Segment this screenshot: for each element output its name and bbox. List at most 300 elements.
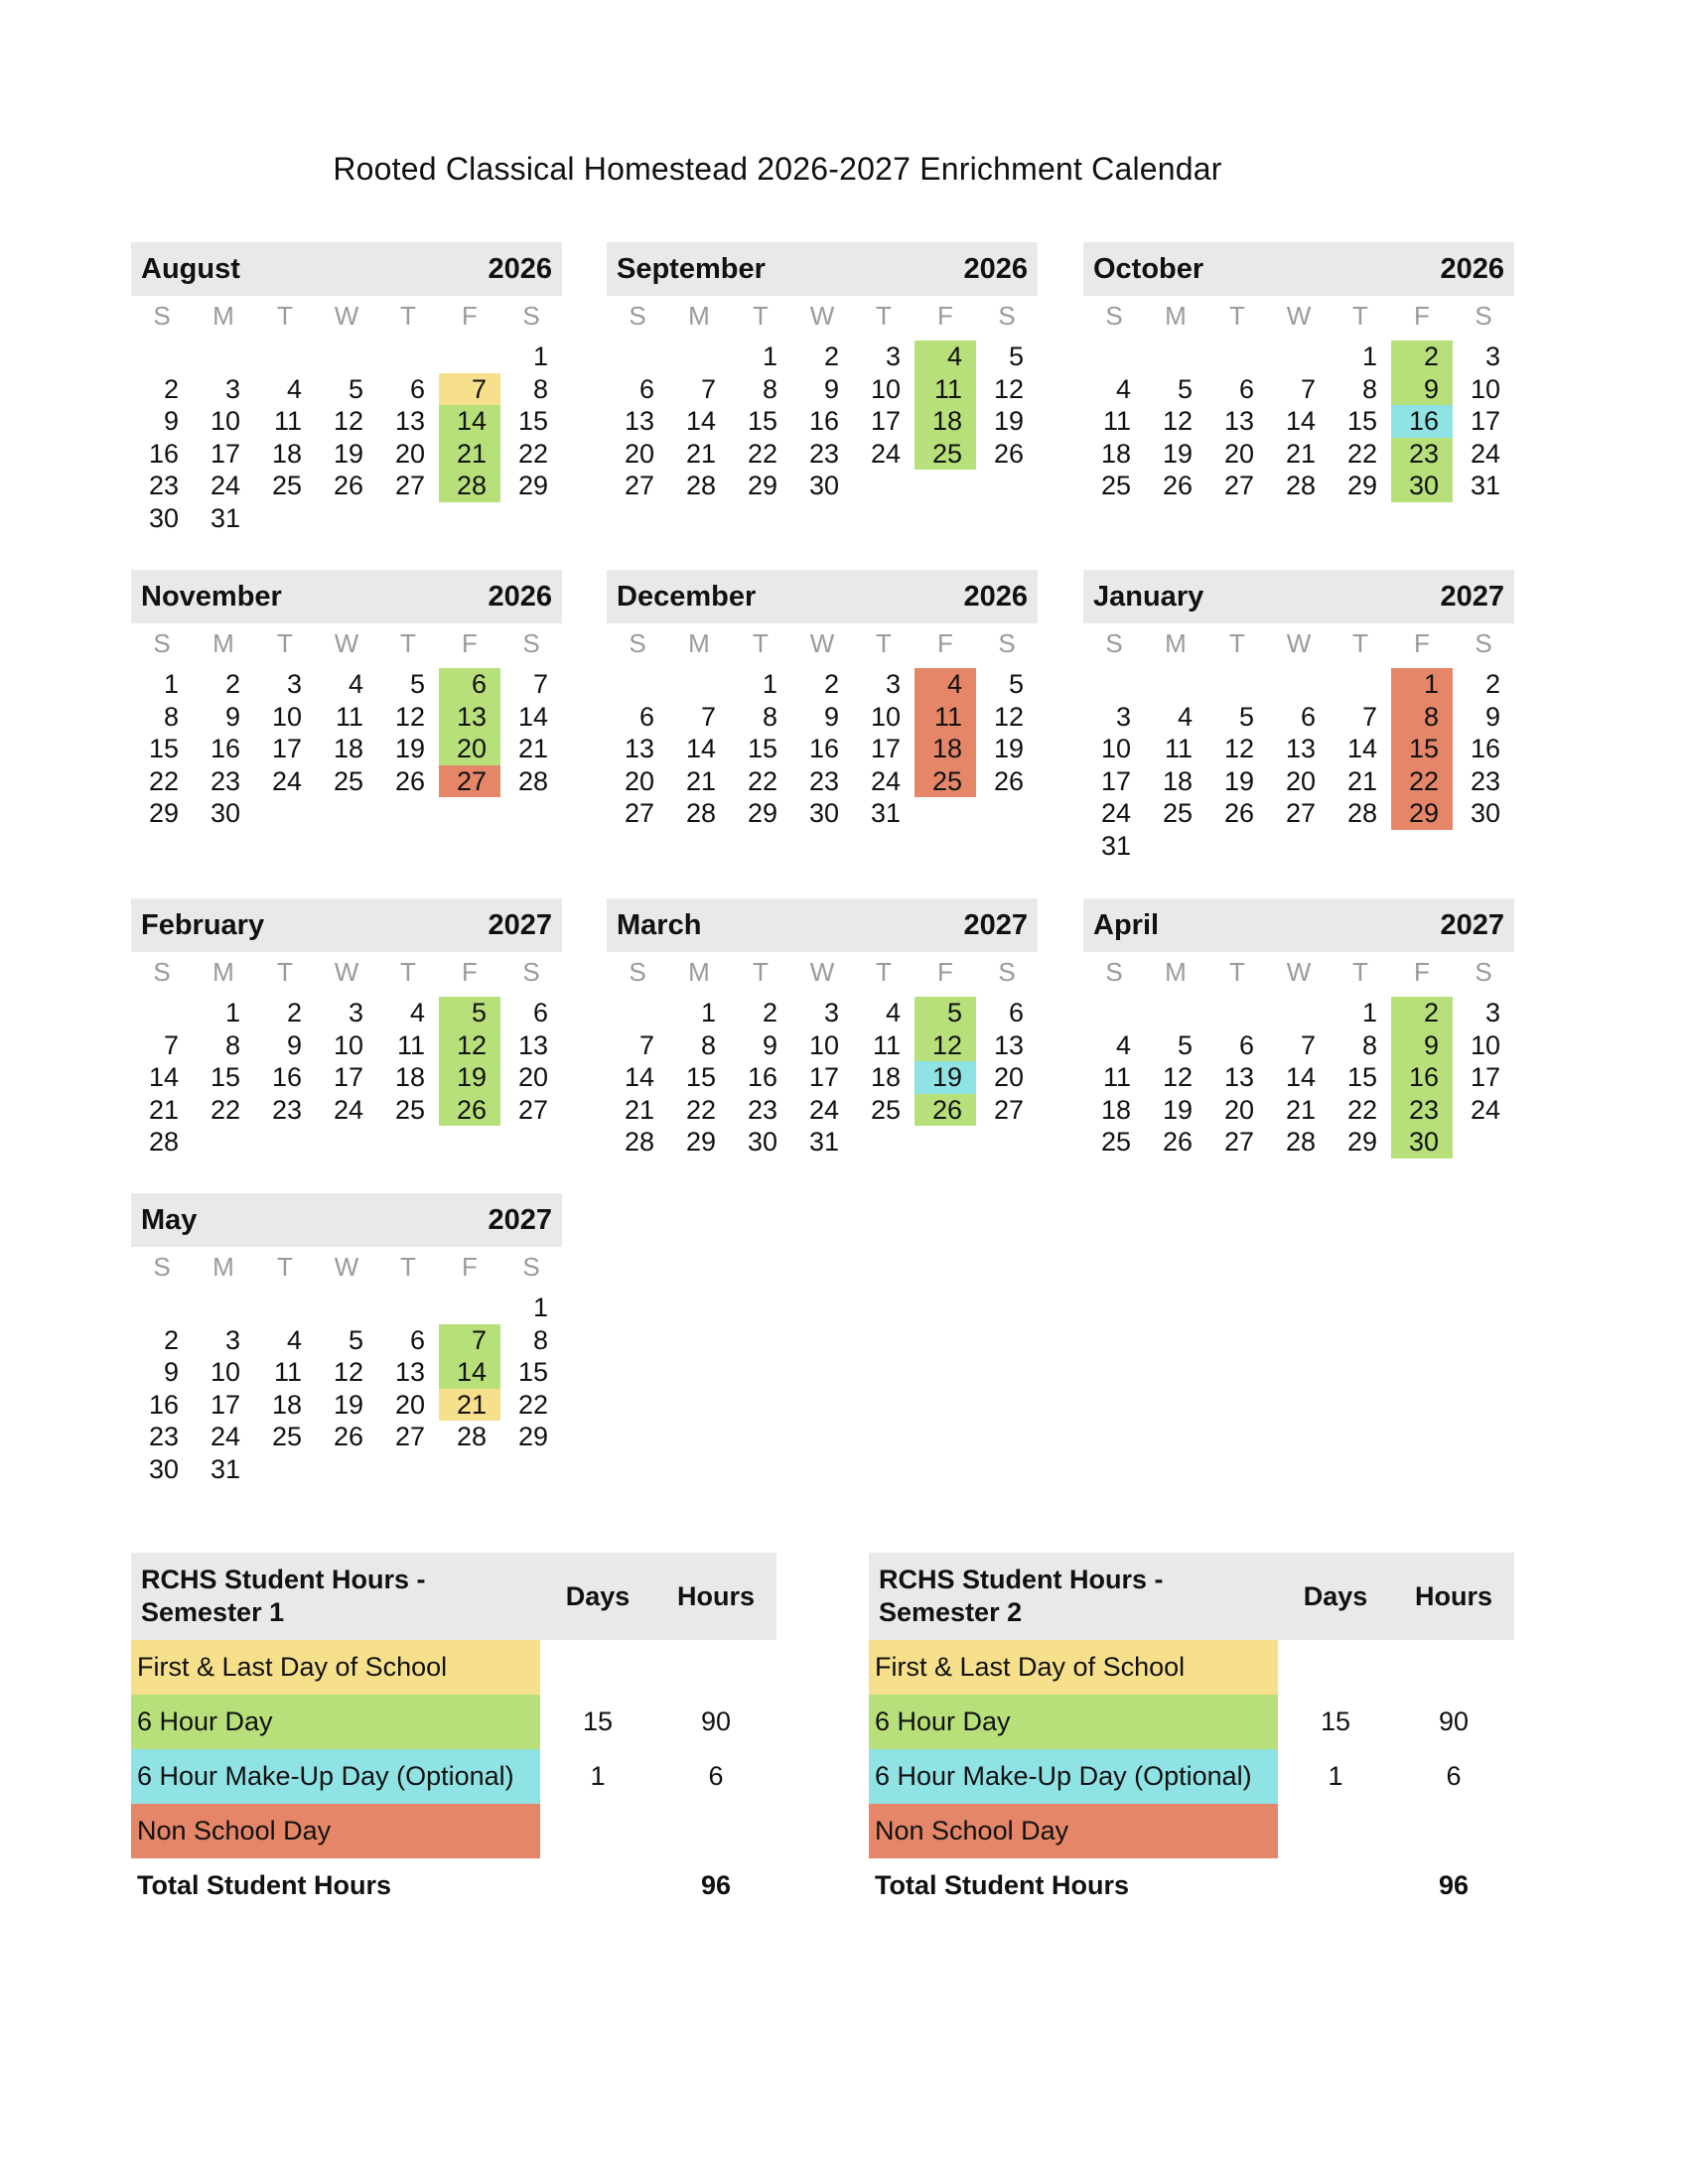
weekday-label: F [937, 301, 953, 331]
month-october [1083, 242, 1514, 502]
calendar-day: 23 [808, 438, 839, 469]
calendar-day: 16 [1391, 1061, 1453, 1094]
calendar-day: 18 [870, 1062, 901, 1092]
empty-day [1206, 668, 1268, 701]
calendar-day: 11 [872, 1029, 901, 1060]
calendar-day: 28 [624, 1127, 654, 1157]
calendar-day: 28 [439, 470, 500, 502]
day-grid [607, 952, 1038, 1159]
calendar-day: 13 [624, 406, 654, 436]
calendar-day: 3 [885, 341, 901, 371]
calendar-day: 12 [1162, 406, 1193, 436]
calendar-day: 21 [624, 1094, 654, 1125]
weekday-label: S [522, 957, 540, 987]
calendar-day: 30 [148, 502, 179, 533]
total-label: Total Student Hours [875, 1870, 1129, 1900]
calendar-day: 3 [224, 1324, 240, 1355]
weekday-label: S [998, 628, 1016, 658]
calendar-day: 12 [1223, 734, 1254, 763]
calendar-day: 23 [148, 1422, 179, 1451]
empty-day [1145, 341, 1206, 373]
calendar-day: 26 [914, 1094, 976, 1127]
weekday-label: S [1475, 957, 1492, 987]
month-august [131, 242, 562, 534]
calendar-day: 10 [870, 373, 901, 404]
calendar-day: 8 [762, 701, 777, 732]
calendar-day: 3 [1484, 998, 1500, 1027]
weekday-label: F [462, 1252, 478, 1282]
days-value: 1 [590, 1761, 606, 1791]
calendar-day: 22 [747, 438, 777, 469]
empty-day [607, 668, 668, 701]
calendar-day: 16 [148, 1389, 179, 1420]
calendar-day: 15 [1346, 1062, 1377, 1092]
weekday-label: T [753, 628, 769, 658]
weekday-label: S [1475, 301, 1492, 331]
weekday-label: M [1165, 957, 1187, 987]
calendar-day: 17 [210, 438, 240, 469]
calendar-day: 9 [163, 406, 179, 436]
calendar-day: 2 [823, 669, 839, 699]
calendar-day: 5 [1177, 373, 1193, 404]
calendar-day: 29 [1346, 471, 1377, 500]
month-year: 2026 [963, 252, 1028, 285]
calendar-day: 21 [1285, 438, 1316, 469]
calendar-day: 26 [1162, 1127, 1193, 1157]
calendar-day: 8 [1361, 373, 1377, 404]
calendar-day: 11 [914, 701, 976, 734]
calendar-day: 5 [1238, 701, 1254, 732]
calendar-day: 14 [685, 734, 716, 763]
weekday-label: W [809, 301, 835, 331]
calendar-day: 4 [286, 1324, 302, 1355]
calendar-day: 20 [394, 1389, 425, 1420]
calendar-day: 20 [1223, 1094, 1254, 1125]
weekday-label: S [629, 628, 646, 658]
calendar-day: 13 [993, 1029, 1024, 1060]
weekday-label: S [1105, 628, 1123, 658]
weekday-label: S [1105, 301, 1123, 331]
calendar-day: 5 [409, 669, 425, 699]
calendar-day: 11 [1102, 1062, 1131, 1092]
calendar-day: 5 [348, 373, 363, 404]
month-year: 2027 [488, 1203, 552, 1236]
weekday-label: T [1229, 957, 1245, 987]
month-header [131, 570, 562, 623]
weekday-label: T [400, 301, 416, 331]
calendar-day: 20 [1223, 438, 1254, 469]
summary-header [869, 1553, 1514, 1640]
calendar-day: 10 [210, 1357, 240, 1387]
calendar-day: 6 [1300, 701, 1316, 732]
calendar-day: 18 [333, 734, 363, 763]
calendar-day: 25 [914, 438, 976, 471]
weekday-label: F [937, 957, 953, 987]
calendar-day: 9 [224, 701, 240, 732]
month-header [607, 242, 1038, 296]
calendar-day: 10 [210, 406, 240, 436]
calendar-day: 29 [517, 471, 548, 500]
empty-day [607, 341, 668, 373]
day-grid [131, 623, 562, 830]
calendar-day: 30 [1391, 470, 1453, 502]
calendar-day: 25 [914, 765, 976, 798]
month-name: March [617, 908, 702, 941]
calendar-day: 31 [1470, 471, 1500, 500]
calendar-day: 25 [271, 1422, 302, 1451]
calendar-day: 11 [273, 406, 302, 436]
calendar-day: 12 [1162, 1062, 1193, 1092]
weekday-label: S [1475, 628, 1492, 658]
calendar-day: 30 [1470, 798, 1500, 828]
calendar-day: 2 [762, 998, 777, 1027]
calendar-day: 22 [685, 1094, 716, 1125]
calendar-day: 3 [1115, 701, 1131, 732]
calendar-day: 14 [148, 1062, 179, 1092]
calendar-day: 8 [762, 373, 777, 404]
calendar-day: 1 [1361, 998, 1377, 1027]
semester-1-summary [131, 1553, 776, 1913]
month-year: 2026 [1440, 252, 1504, 285]
calendar-day: 30 [210, 798, 240, 828]
calendar-day: 13 [517, 1029, 548, 1060]
calendar-day: 18 [914, 405, 976, 438]
calendar-day: 3 [823, 998, 839, 1027]
calendar-day: 3 [348, 998, 363, 1027]
calendar-day: 30 [1391, 1126, 1453, 1159]
calendar-day: 28 [685, 471, 716, 500]
empty-day [131, 997, 193, 1029]
days-header: Days [565, 1580, 631, 1611]
legend-label: First & Last Day of School [869, 1640, 1278, 1695]
calendar-day: 4 [409, 998, 425, 1027]
summary-row [131, 1804, 776, 1858]
calendar-day: 9 [823, 373, 839, 404]
weekday-label: W [334, 301, 359, 331]
calendar-day: 24 [870, 765, 901, 796]
calendar-day: 23 [1391, 438, 1453, 471]
calendar-day: 30 [747, 1127, 777, 1157]
calendar-day: 26 [993, 765, 1024, 796]
calendar-day: 29 [685, 1127, 716, 1157]
empty-day [1145, 997, 1206, 1029]
calendar-day: 6 [1008, 998, 1024, 1027]
calendar-day: 14 [439, 405, 500, 438]
weekday-label: T [1352, 957, 1368, 987]
calendar-day: 4 [1115, 1029, 1131, 1060]
calendar-day: 1 [1361, 341, 1377, 371]
calendar-day: 24 [210, 471, 240, 500]
calendar-day: 22 [1346, 1094, 1377, 1125]
calendar-day: 1 [532, 1293, 548, 1322]
calendar-day: 17 [870, 406, 901, 436]
calendar-day: 4 [914, 668, 976, 701]
calendar-day: 29 [747, 471, 777, 500]
calendar-day: 9 [163, 1357, 179, 1387]
calendar-day: 28 [1346, 798, 1377, 828]
month-february [131, 898, 562, 1159]
hours-value: 6 [708, 1761, 724, 1791]
weekday-label: T [1229, 628, 1245, 658]
weekday-label: W [809, 957, 835, 987]
weekday-label: M [212, 1252, 234, 1282]
calendar-day: 15 [1346, 406, 1377, 436]
summary-heading: RCHS Student Hours - Semester 1 [141, 1565, 426, 1627]
calendar-day: 14 [1285, 406, 1316, 436]
calendar-day: 25 [333, 765, 363, 796]
calendar-day: 15 [148, 734, 179, 763]
calendar-day: 11 [273, 1357, 302, 1387]
weekday-label: F [1414, 957, 1430, 987]
calendar-day: 16 [747, 1062, 777, 1092]
calendar-day: 14 [517, 701, 548, 732]
month-year: 2027 [1440, 580, 1504, 613]
weekday-label: W [334, 628, 359, 658]
calendar-day: 1 [762, 341, 777, 371]
month-name: November [141, 580, 282, 613]
weekday-label: T [400, 957, 416, 987]
calendar-day: 12 [333, 1357, 363, 1387]
weekday-label: T [277, 1252, 293, 1282]
weekday-label: F [1414, 301, 1430, 331]
calendar-day: 2 [1391, 997, 1453, 1029]
month-april [1083, 898, 1514, 1159]
weekday-label: W [1286, 301, 1312, 331]
calendar-day: 13 [1223, 1062, 1254, 1092]
empty-day [1083, 341, 1145, 373]
days-value: 1 [1328, 1761, 1343, 1791]
empty-day [607, 997, 668, 1029]
calendar-day: 22 [1346, 438, 1377, 469]
weekday-label: S [522, 1252, 540, 1282]
calendar-day: 11 [1164, 734, 1193, 763]
calendar-day: 8 [1391, 701, 1453, 734]
calendar-day: 11 [1102, 406, 1131, 436]
summary-row [131, 1640, 776, 1695]
calendar-day: 19 [993, 734, 1024, 763]
calendar-day: 1 [762, 669, 777, 699]
calendar-day: 20 [624, 765, 654, 796]
day-grid [1083, 296, 1514, 502]
calendar-day: 30 [148, 1453, 179, 1484]
hours-value: 90 [700, 1706, 732, 1736]
calendar-day: 31 [808, 1127, 839, 1157]
calendar-day: 7 [439, 1324, 500, 1357]
calendar-day: 24 [333, 1094, 363, 1125]
calendar-day: 6 [409, 373, 425, 404]
calendar-day: 2 [286, 998, 302, 1027]
weekday-label: M [212, 301, 234, 331]
calendar-day: 13 [394, 406, 425, 436]
weekday-label: S [153, 301, 171, 331]
calendar-day: 3 [286, 669, 302, 699]
calendar-day: 6 [409, 1324, 425, 1355]
calendar-day: 21 [439, 438, 500, 471]
calendar-day: 12 [394, 701, 425, 732]
calendar-day: 7 [700, 373, 716, 404]
weekday-label: S [629, 957, 646, 987]
total-label: Total Student Hours [137, 1870, 391, 1900]
calendar-day: 21 [517, 734, 548, 763]
calendar-day: 17 [808, 1062, 839, 1092]
summary-header [131, 1553, 776, 1640]
month-header [1083, 898, 1514, 952]
calendar-day: 20 [993, 1062, 1024, 1092]
calendar-day: 27 [624, 471, 654, 500]
day-grid [131, 952, 562, 1159]
calendar-day: 27 [394, 471, 425, 500]
weekday-label: T [277, 301, 293, 331]
calendar-day: 29 [747, 798, 777, 828]
calendar-day: 20 [394, 438, 425, 469]
calendar-day: 31 [210, 502, 240, 533]
calendar-day: 12 [914, 1029, 976, 1062]
weekday-label: S [998, 301, 1016, 331]
calendar-day: 3 [224, 373, 240, 404]
calendar-day: 19 [993, 406, 1024, 436]
calendar-day: 18 [914, 733, 976, 765]
calendar-day: 7 [1300, 1029, 1316, 1060]
calendar-day: 15 [210, 1062, 240, 1092]
calendar-day: 2 [1391, 341, 1453, 373]
calendar-day: 10 [870, 701, 901, 732]
calendar-day: 10 [1100, 734, 1131, 763]
empty-day [1330, 668, 1391, 701]
weekday-label: F [937, 628, 953, 658]
calendar-day: 28 [1285, 471, 1316, 500]
days-header: Days [1303, 1580, 1368, 1611]
calendar-day: 4 [348, 669, 363, 699]
calendar-day: 15 [1391, 733, 1453, 765]
calendar-day: 19 [333, 438, 363, 469]
calendar-day: 3 [885, 669, 901, 699]
total-hours: 96 [1438, 1870, 1470, 1900]
calendar-day: 20 [1285, 765, 1316, 796]
calendar-day: 21 [685, 438, 716, 469]
calendar-day: 22 [148, 765, 179, 796]
calendar-day: 12 [439, 1029, 500, 1062]
calendar-day: 17 [271, 734, 302, 763]
calendar-day: 26 [333, 471, 363, 500]
calendar-day: 15 [517, 1357, 548, 1387]
month-name: September [617, 252, 766, 285]
calendar-day: 28 [685, 798, 716, 828]
calendar-day: 8 [532, 373, 548, 404]
calendar-day: 27 [1223, 471, 1254, 500]
month-name: December [617, 580, 757, 613]
empty-day [254, 1292, 316, 1324]
month-name: April [1093, 908, 1160, 941]
calendar-day: 8 [163, 701, 179, 732]
calendar-day: 19 [394, 734, 425, 763]
month-header [131, 242, 562, 296]
calendar-day: 8 [1361, 1029, 1377, 1060]
month-name: January [1093, 580, 1204, 613]
month-december [607, 570, 1038, 830]
calendar-day: 2 [163, 373, 179, 404]
calendar-day: 2 [823, 341, 839, 371]
calendar-day: 28 [456, 1422, 487, 1451]
calendar-day: 21 [1346, 765, 1377, 796]
summary-row [131, 1695, 776, 1749]
legend-label: 6 Hour Day [131, 1695, 540, 1749]
calendar-day: 14 [1285, 1062, 1316, 1092]
month-header [131, 1193, 562, 1247]
calendar-day: 17 [210, 1389, 240, 1420]
calendar-day: 3 [1484, 341, 1500, 371]
calendar-day: 16 [148, 438, 179, 469]
calendar-day: 4 [885, 998, 901, 1027]
hours-value: 90 [1438, 1706, 1470, 1736]
calendar-day: 1 [700, 998, 716, 1027]
month-year: 2027 [1440, 908, 1504, 941]
total-row [131, 1858, 776, 1913]
calendar-day: 23 [808, 765, 839, 796]
calendar-day: 8 [700, 1029, 716, 1060]
calendar-day: 5 [1008, 669, 1024, 699]
calendar-day: 18 [1162, 765, 1193, 796]
calendar-day: 5 [1177, 1029, 1193, 1060]
weekday-label: W [809, 628, 835, 658]
month-year: 2027 [963, 908, 1028, 941]
calendar-day: 14 [685, 406, 716, 436]
summary-row [869, 1695, 1514, 1749]
weekday-label: S [998, 957, 1016, 987]
legend-label: 6 Hour Make-Up Day (Optional) [131, 1749, 540, 1804]
calendar-day: 27 [439, 765, 500, 798]
month-may [131, 1193, 562, 1485]
empty-day [377, 1292, 439, 1324]
calendar-day: 4 [286, 373, 302, 404]
legend-label: Non School Day [869, 1804, 1278, 1858]
calendar-day: 9 [762, 1029, 777, 1060]
weekday-label: M [1165, 301, 1187, 331]
calendar-day: 7 [638, 1029, 654, 1060]
month-september [607, 242, 1038, 502]
calendar-day: 25 [394, 1094, 425, 1125]
weekday-label: T [876, 957, 892, 987]
calendar-day: 5 [914, 997, 976, 1029]
empty-day [1268, 668, 1330, 701]
calendar-day: 8 [532, 1324, 548, 1355]
calendar-day: 7 [1300, 373, 1316, 404]
weekday-label: T [753, 957, 769, 987]
calendar-day: 22 [517, 1389, 548, 1420]
calendar-day: 10 [1470, 373, 1500, 404]
calendar-day: 29 [1346, 1127, 1377, 1157]
calendar-day: 22 [747, 765, 777, 796]
month-header [1083, 242, 1514, 296]
calendar-day: 19 [1162, 438, 1193, 469]
calendar-day: 4 [1177, 701, 1193, 732]
calendar-day: 7 [163, 1029, 179, 1060]
weekday-label: S [153, 957, 171, 987]
calendar-day: 23 [271, 1094, 302, 1125]
calendar-day: 9 [1391, 1029, 1453, 1062]
calendar-day: 22 [1391, 765, 1453, 798]
summary-row [869, 1640, 1514, 1695]
calendar-day: 19 [439, 1061, 500, 1094]
calendar-day: 2 [163, 1324, 179, 1355]
weekday-label: W [334, 957, 359, 987]
calendar-day: 18 [1100, 438, 1131, 469]
calendar-day: 23 [747, 1094, 777, 1125]
total-row [869, 1858, 1514, 1913]
month-name: February [141, 908, 265, 941]
calendar-day: 7 [532, 669, 548, 699]
month-year: 2026 [963, 580, 1028, 613]
page-title: Rooted Classical Homestead 2026-2027 Enrichment Calendar [333, 151, 1222, 187]
